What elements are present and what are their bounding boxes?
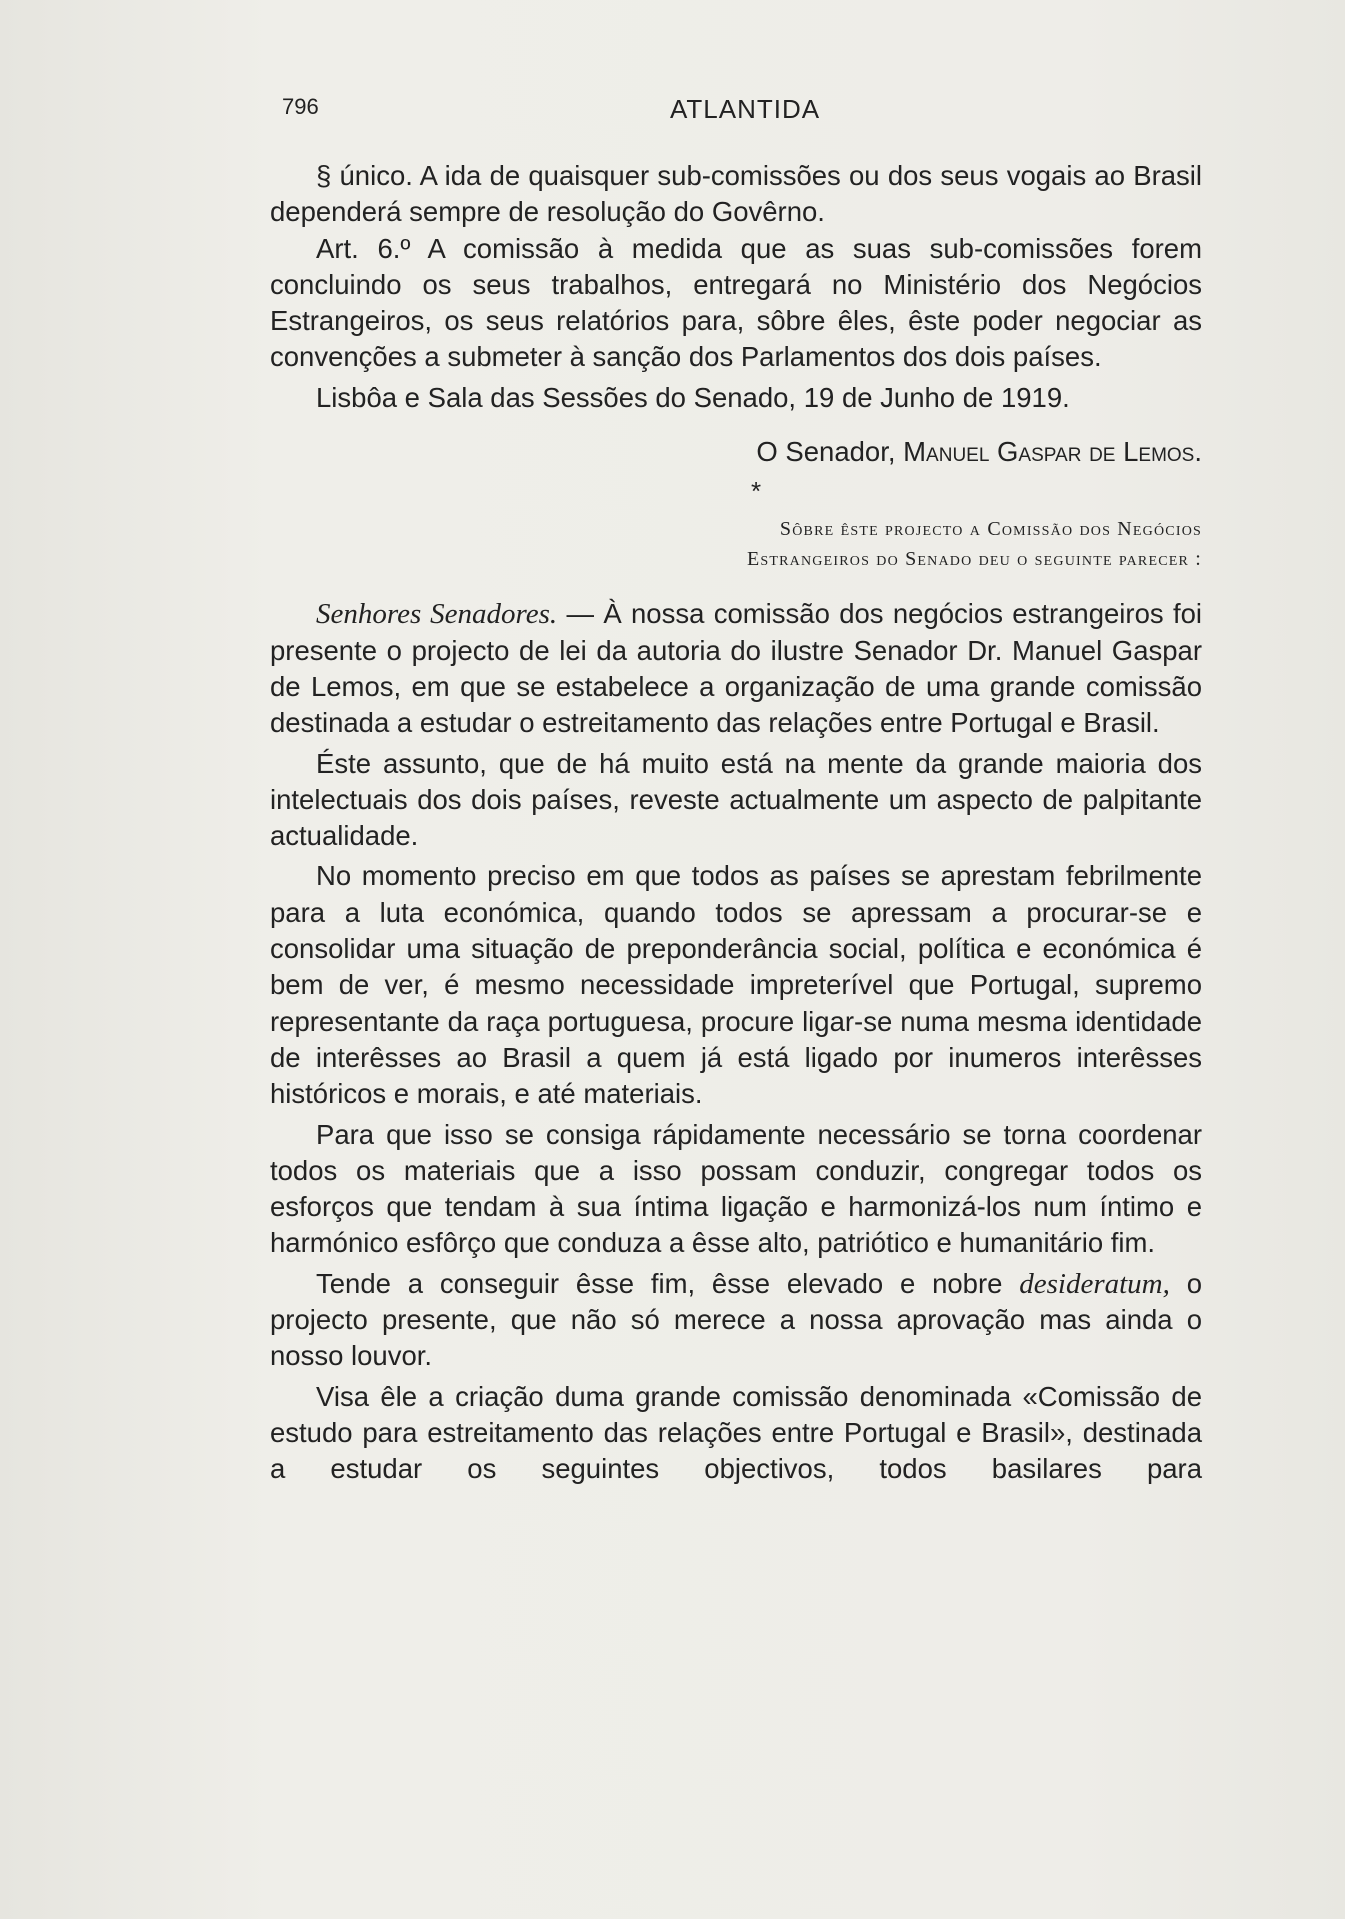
- paragraph-senhores: [270, 596, 1202, 741]
- paragraph-no-momento: No momento preciso em que todos as países se aprestam febrilmente para a luta económica, quando todos se apressam a procurar-se e consolidar uma situação de preponderância social, política e económica é bem de ver, é mesmo necessidade impreterível que Portugal, supremo representante da raça portuguesa, procure ligar-se numa mesma identidade de interêsses ao Brasil a quem já está ligado por inumeros interêsses históricos e morais, e até materiais.: [270, 860, 1202, 1110]
- section-separator: *: [750, 476, 762, 507]
- paragraph-tende: [270, 1266, 1202, 1375]
- running-head: ATLANTIDA: [670, 94, 821, 124]
- signature-name: Manuel Gaspar de Lemos.: [903, 436, 1202, 468]
- paragraph-senhores-text: — À nossa comissão dos negócios estrangeiros foi presente o projecto de lei da autoria do ilustre Senador Dr. Manuel Gaspar de Lemos, em que se estabelece a organização de uma grande comissão destinada a estudar o estreitamento das relações entre Portugal e Brasil.: [270, 598, 1202, 739]
- page-header: [282, 92, 1198, 132]
- body-text: [270, 158, 1202, 1488]
- paragraph-tende-end: o projecto presente, que não só merece a nossa aprovação mas ainda o nosso louvor.: [270, 1267, 1202, 1372]
- paragraph-place-date: Lisbôa e Sala das Sessões do Senado, 19 de Junho de 1919.: [316, 381, 1070, 413]
- section-heading: [270, 514, 1202, 574]
- paragraph-este-assunto: Éste assunto, que de há muito está na mente da grande maioria dos intelectuais dos dois países, reveste actualmente um aspecto de palpitante actualidade.: [270, 747, 1202, 852]
- page-number: 796: [282, 94, 319, 119]
- paragraph-para-que: Para que isso se consiga rápidamente necessário se torna coordenar todos os materiais que a isso possam conduzir, congregar todos os esforços que tendam à sua íntima ligação e harmonizá-los num íntimo e harmónico esfôrço que conduza a êsse alto, patriótico e humanitário fim.: [270, 1118, 1202, 1259]
- paragraph-art-6: Art. 6.º A comissão à medida que as suas sub-comissões forem concluindo os seus trabalhos, entregará no Ministério dos Negócios Estrangeiros, os seus relatórios para, sôbre êles, êste poder negociar as convenções a submeter à sanção dos Parlamentos dos dois países.: [270, 232, 1202, 373]
- paragraph-visa: Visa êle a criação duma grande comissão denominada «Comissão de estudo para estreitamento das relações entre Portugal e Brasil», destinada a estudar os seguintes objectivos, todos basilares para: [270, 1380, 1202, 1485]
- salutation: Senhores Senadores.: [316, 598, 558, 631]
- section-heading-line-2: Estrangeiros do Senado deu o seguinte parecer :: [746, 548, 1202, 571]
- paragraph-unico: § único. A ida de quaisquer sub-comissões ou dos seus vogais ao Brasil dependerá sempre de resolução do Govêrno.: [270, 160, 1202, 228]
- section-heading-line-1: Sôbre êste projecto a Comissão dos Negócios: [779, 518, 1202, 541]
- signature-prefix: O Senador,: [756, 436, 904, 468]
- paragraph-tende-start: Tende a conseguir êsse fim, êsse elevado e nobre: [316, 1267, 1020, 1299]
- desideratum: desideratum,: [1019, 1267, 1170, 1300]
- signature: [270, 434, 1202, 470]
